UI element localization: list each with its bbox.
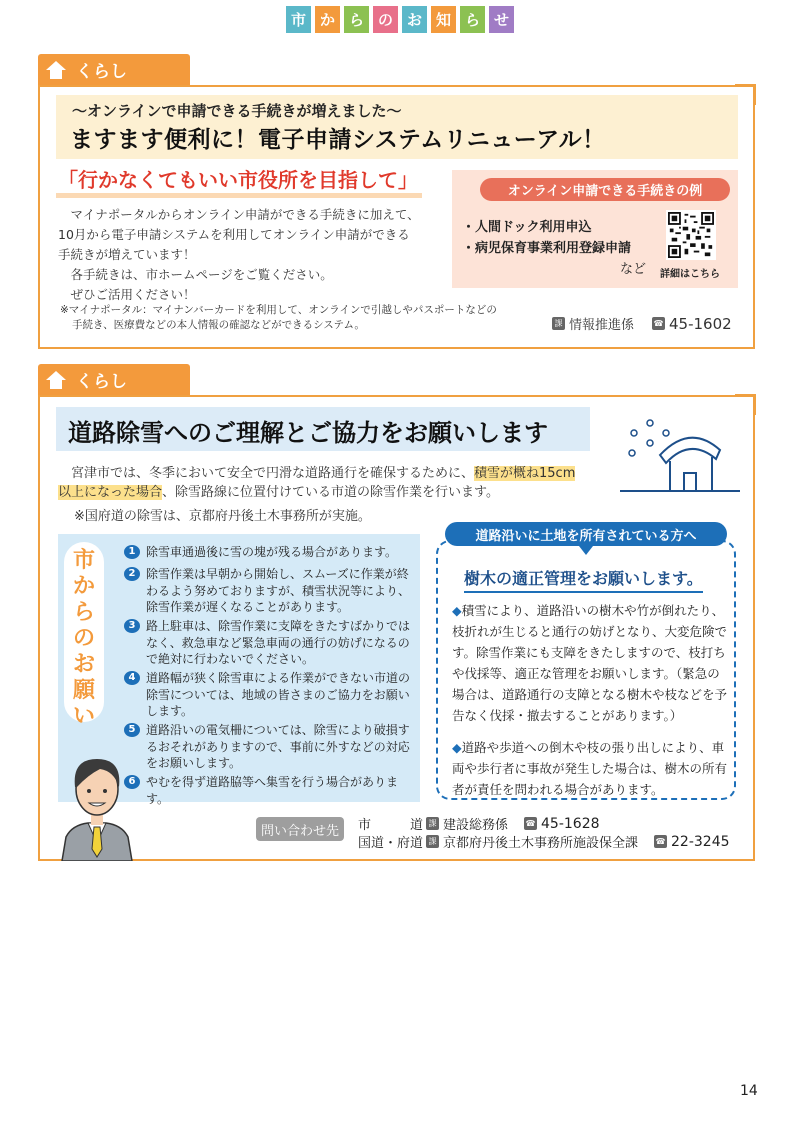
inquiry-label: 問い合わせ先 — [256, 817, 344, 841]
section2-title: 道路除雪へのご理解とご協力をお願いします — [68, 419, 548, 447]
phone-icon: ☎ — [655, 837, 666, 846]
body-text: 宮津市では、冬季において安全で円滑な道路通行を確保するために、 — [71, 466, 475, 481]
side-label-char: い — [72, 704, 95, 729]
section1-note — [60, 303, 530, 333]
header-tile: か — [315, 6, 340, 33]
department-icon: 課 — [426, 817, 439, 830]
request-text: 道路幅が狭く除雪車による作業ができない市道の除雪については、地域の皆さまのご協力をお願いします。 — [146, 671, 411, 718]
phone-icon: ☎ — [653, 319, 664, 328]
request-item — [124, 544, 414, 561]
body-line: 10月から電子申請システムを利用してオンライン申請ができる — [58, 227, 410, 242]
requests-side-label — [64, 542, 104, 729]
section2-tab-label: くらし — [76, 372, 127, 392]
note-line: 手続き、医療費などの本人情報の確認などができるシステム。 — [72, 319, 365, 331]
owner-item — [452, 737, 728, 800]
home-icon — [46, 61, 66, 79]
header-tile: お — [402, 6, 427, 33]
diamond-bullet: ◆ — [452, 740, 462, 755]
note-line: ※マイナポータル：マイナンバーカードを利用して、オンラインで引越しやパスポートなどの — [60, 304, 497, 316]
request-number: 5 — [124, 723, 140, 737]
diamond-bullet: ◆ — [452, 603, 462, 618]
request-number: 3 — [124, 619, 140, 633]
example-etc: など — [620, 262, 647, 277]
header-tile: 市 — [286, 6, 311, 33]
header-tile: ら — [460, 6, 485, 33]
department-icon: 課 — [552, 317, 565, 330]
highlight-text: 積雪が概ね15cm — [474, 466, 576, 481]
owner-item-text: 積雪により、道路沿いの樹木や竹が倒れたり、枝折れが生じると通行の妨げとなり、大変危険です。除雪作業にも支障をきたしますので、枝打ちや伐採等、適正な管理をお願いします。（緊急の場合は、道路通行の支障となる樹木や枝などを予告なく伐採・撤去することがあります。） — [452, 603, 728, 723]
body-line: 各手続きは、市ホームページをご覧ください。 — [70, 267, 333, 282]
inquiry-tel: 45-1628 — [541, 815, 600, 832]
side-label-char: の — [72, 626, 95, 651]
section1-body — [58, 205, 438, 305]
request-number: 6 — [124, 775, 140, 789]
header-tile: 知 — [431, 6, 456, 33]
inquiry-who: 市 道 — [358, 818, 424, 833]
section1-heading: 「行かなくてもいい市役所を目指して」 — [56, 167, 422, 198]
section1-corner-decoration — [735, 83, 759, 107]
request-text: 道路沿いの電気柵については、除雪により破損するおそれがありますので、事前に外すなどの対応をお願いします。 — [146, 723, 410, 770]
phone-icon: ☎ — [525, 819, 536, 828]
request-item — [124, 722, 414, 772]
owner-heading: 道路沿いに土地を所有されている方へ — [445, 522, 727, 546]
body-text: 、除雪路線に位置付けている市道の除雪作業を行います。 — [162, 485, 499, 500]
header-tile: の — [373, 6, 398, 33]
request-number: 1 — [124, 545, 140, 559]
section2-note: ※国府道の除雪は、京都府丹後土木事務所が実施。 — [74, 509, 371, 524]
inquiry-tel: 22-3245 — [671, 833, 730, 850]
section2-body — [58, 464, 598, 502]
snow-house-illustration — [620, 415, 740, 495]
section1-tab-label: くらし — [76, 62, 127, 82]
section1-title: ますます便利に！電子申請システムリニューアル！ — [70, 127, 606, 153]
inquiry-dept: 建設総務係 — [443, 818, 509, 833]
side-label-char: お — [72, 652, 95, 677]
inquiry-dept: 京都府丹後土木事務所施設保全課 — [443, 836, 639, 851]
home-icon — [46, 371, 66, 389]
department-icon: 課 — [426, 835, 439, 848]
inquiry-who: 国道・府道 — [358, 836, 424, 851]
page-header-tiles — [286, 6, 514, 33]
request-number: 4 — [124, 671, 140, 685]
example-item: ・病児保育事業利用登録申請 — [462, 241, 632, 256]
side-label-char: 市 — [72, 548, 95, 573]
example-item: ・人間ドック利用申込 — [462, 220, 592, 235]
request-text: やむを得ず道路脇等へ集雪を行う場合があります。 — [146, 775, 399, 806]
section2-tab — [38, 364, 190, 395]
body-line: マイナポータルからオンライン申請ができる手続きに加えて、 — [70, 207, 420, 222]
contact-tel: 45-1602 — [669, 314, 732, 333]
section1-tab — [38, 54, 190, 85]
request-text: 除雪車通過後に雪の塊が残る場合があります。 — [146, 545, 398, 559]
highlight-text: 以上になった場合 — [58, 485, 163, 500]
request-text: 除雪作業は早朝から開始し、スムーズに作業が終わるよう努めておりますが、積雪状況等により、除雪作業が遅くなることがあります。 — [146, 567, 411, 614]
qr-label: 詳細はこちら — [660, 269, 720, 280]
body-line: 手続きが増えています！ — [58, 247, 196, 262]
side-label-char: か — [72, 574, 95, 599]
example-heading: オンライン申請できる手続きの例 — [480, 178, 730, 201]
request-item — [124, 670, 414, 720]
owner-item-text: 道路や歩道への倒木や枝の張り出しにより、車両や歩行者に事故が発生した場合は、樹木の所有者が責任を問われる場合があります。 — [452, 740, 728, 797]
owner-title: 樹木の適正管理をお願いします。 — [464, 566, 703, 593]
inquiry-row — [358, 814, 600, 833]
contact-dept: 情報推進係 — [569, 318, 635, 333]
qr-code[interactable] — [666, 210, 716, 260]
request-item — [124, 774, 414, 807]
inquiry-row — [358, 832, 730, 851]
section2-corner-decoration — [735, 393, 759, 417]
header-tile: ら — [344, 6, 369, 33]
side-label-char: ら — [72, 600, 95, 625]
side-label-char: 願 — [72, 678, 95, 703]
owner-heading-arrow — [579, 546, 593, 555]
section1-subtitle: ～オンラインで申請できる手続きが増えました～ — [72, 102, 402, 120]
request-text: 路上駐車は、除雪作業に支障をきたすばかりではなく、救急車など緊急車両の通行の妨げになるので絶対に行わないでください。 — [146, 619, 411, 666]
body-line: ぜひご活用ください！ — [70, 287, 196, 302]
section1-contact — [552, 314, 732, 333]
request-item — [124, 618, 414, 668]
request-item — [124, 566, 414, 616]
owner-item — [452, 600, 728, 726]
page-number: 14 — [740, 1083, 758, 1099]
request-number: 2 — [124, 567, 140, 581]
header-tile: せ — [489, 6, 514, 33]
staff-illustration — [58, 745, 136, 861]
